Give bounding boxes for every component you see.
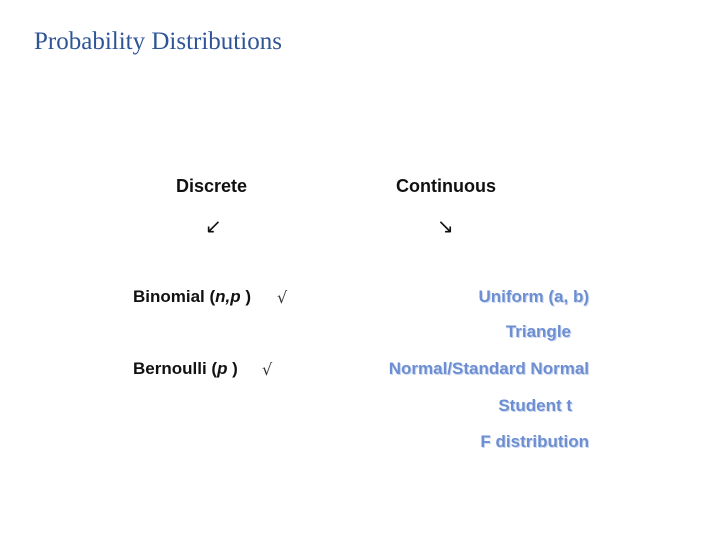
continuous-item-f-distribution: F distribution — [480, 432, 589, 451]
bernoulli-param: p — [217, 359, 228, 378]
continuous-item-student-t: Student t — [498, 396, 572, 415]
continuous-item-normal: Normal/Standard Normal — [388, 359, 589, 378]
binomial-param: n,p — [215, 287, 241, 306]
discrete-heading: Discrete — [176, 176, 248, 196]
down-right-arrow-icon: ↘ — [437, 214, 454, 238]
continuous-item-triangle: Triangle — [505, 322, 571, 341]
slide-title: Probability Distributions — [34, 28, 282, 55]
binomial-check-icon: √ — [277, 288, 288, 307]
bernoulli-check-icon: √ — [262, 360, 273, 379]
down-left-arrow-icon: ↙ — [205, 214, 222, 238]
bernoulli-close: ) — [227, 359, 238, 378]
bernoulli-name: Bernoulli ( — [133, 359, 218, 378]
binomial-name: Binomial ( — [133, 287, 216, 306]
binomial-item — [133, 287, 251, 307]
bernoulli-item — [133, 359, 238, 379]
binomial-close: ) — [240, 287, 252, 306]
continuous-item-uniform: Uniform (a, b) — [478, 287, 589, 306]
continuous-heading: Continuous — [396, 176, 496, 196]
